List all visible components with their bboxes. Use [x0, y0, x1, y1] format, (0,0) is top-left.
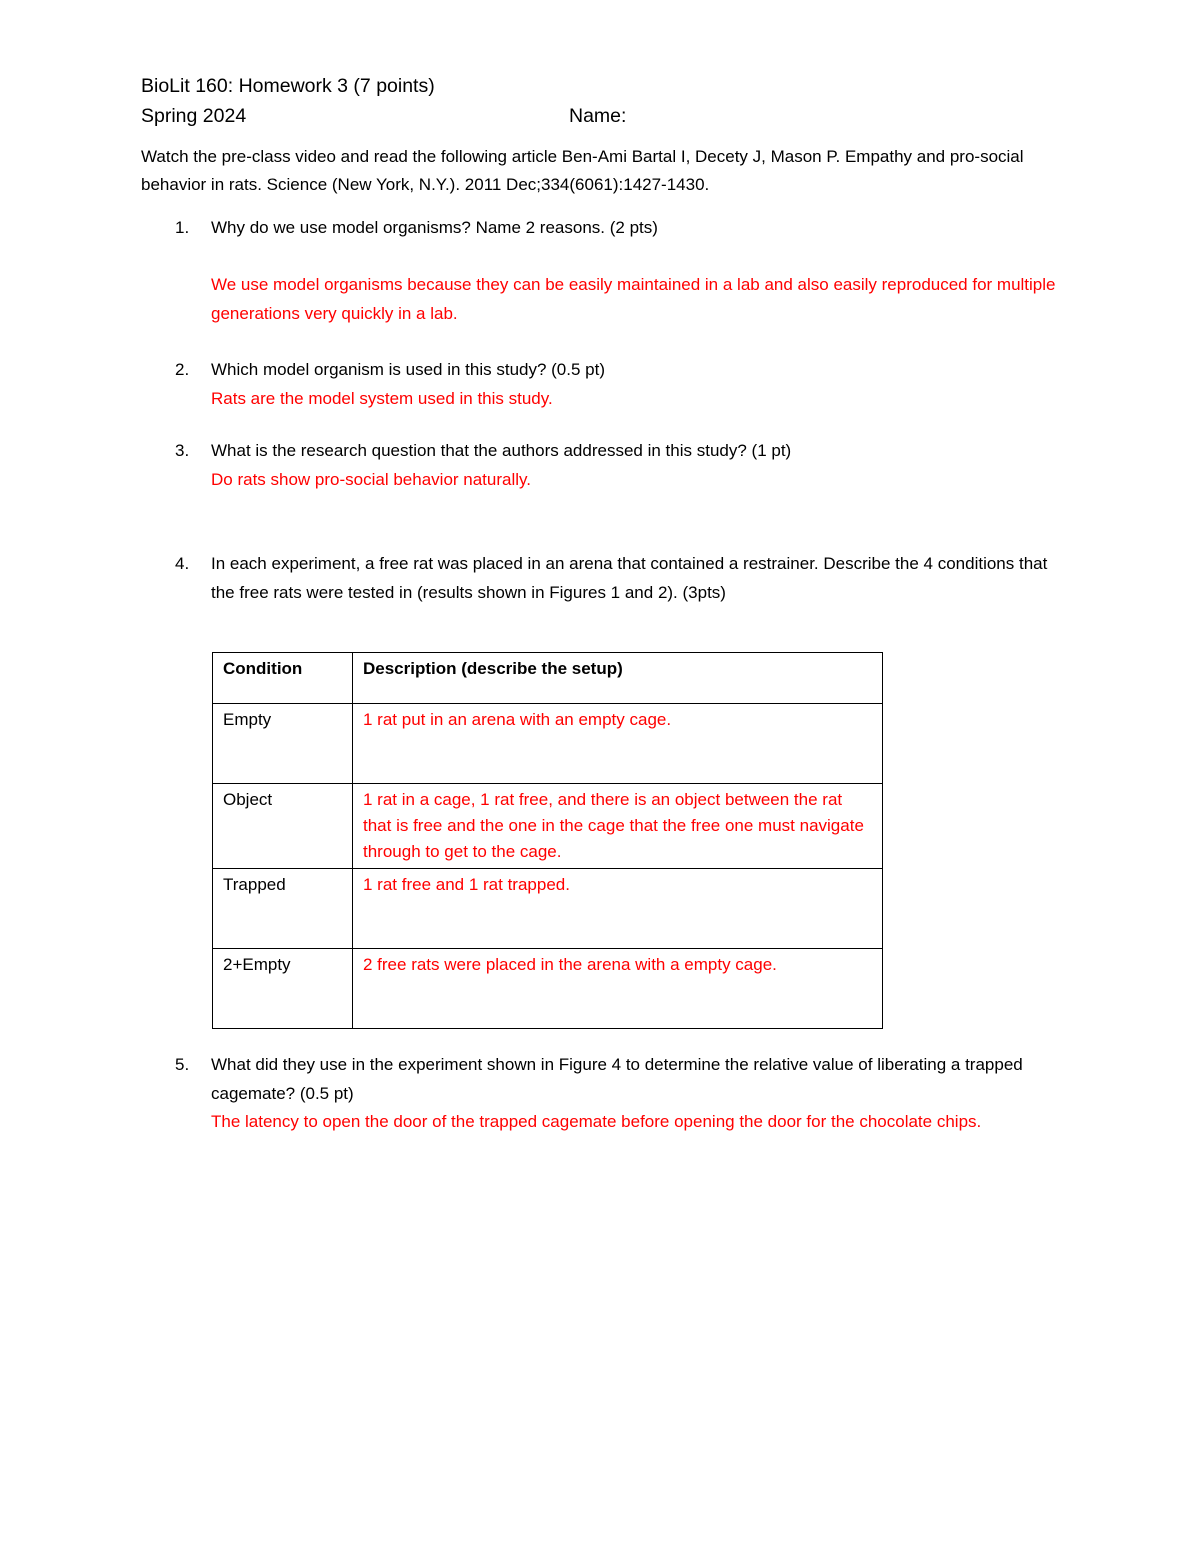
question-text: What is the research question that the authors addressed in this study? (1 pt)	[211, 441, 792, 460]
table-row	[213, 704, 883, 784]
question-5	[175, 1051, 1075, 1137]
column-header-condition: Condition	[213, 653, 353, 704]
question-3	[175, 437, 1075, 494]
table-header-row	[213, 653, 883, 704]
question-1	[175, 214, 1075, 243]
question-text: Which model organism is used in this study? (0.5 pt)	[211, 360, 606, 379]
conditions-table	[212, 652, 883, 1029]
answer-text: The latency to open the door of the trapped cagemate before opening the door for the chocolate chips.	[211, 1112, 982, 1131]
question-4	[175, 550, 1075, 607]
description-cell: 1 rat put in an arena with an empty cage.	[353, 704, 883, 784]
description-cell: 1 rat in a cage, 1 rat free, and there is an object between the rat that is free and the one in the cage that the free one must navigate through to get to the cage.	[353, 784, 883, 869]
document-title: BioLit 160: Homework 3 (7 points)	[141, 75, 435, 97]
term-label: Spring 2024	[141, 105, 247, 127]
question-number: 3.	[175, 441, 190, 460]
question-number: 4.	[175, 554, 190, 573]
condition-cell: 2+Empty	[213, 949, 353, 1029]
instructions-paragraph: Watch the pre-class video and read the following article Ben-Ami Bartal I, Decety J, Mason P. Empathy and pro-social behavior in rats. Science (New York, N.Y.). 2011 Dec;334(6061):1427-1430.	[141, 147, 1024, 194]
table-row	[213, 784, 883, 869]
answer-text: Rats are the model system used in this study.	[211, 388, 553, 408]
description-cell: 1 rat free and 1 rat trapped.	[353, 869, 883, 949]
column-header-description: Description (describe the setup)	[353, 653, 883, 704]
answer-text: We use model organisms because they can be easily maintained in a lab and also easily reproduced for multiple generations very quickly in a lab.	[211, 275, 1056, 323]
question-text: In each experiment, a free rat was placed in an arena that contained a restrainer. Describe the 4 conditions that the free rats were tested in (results shown in Figures 1 and 2). (3pts)	[211, 554, 1048, 602]
table-row	[213, 869, 883, 949]
answer-text: Do rats show pro-social behavior naturally.	[211, 469, 531, 489]
condition-cell: Trapped	[213, 869, 353, 949]
answer-1	[175, 271, 1075, 328]
table-row	[213, 949, 883, 1029]
condition-cell: Object	[213, 784, 353, 869]
question-number: 1.	[175, 218, 190, 237]
name-label: Name:	[569, 105, 627, 127]
condition-cell: Empty	[213, 704, 353, 784]
question-text: Why do we use model organisms? Name 2 reasons. (2 pts)	[211, 218, 658, 237]
question-2	[175, 356, 1075, 413]
question-text: What did they use in the experiment shown in Figure 4 to determine the relative value of liberating a trapped cagemate? (0.5 pt)	[211, 1055, 1023, 1103]
question-number: 5.	[175, 1055, 190, 1074]
description-cell: 2 free rats were placed in the arena with a empty cage.	[353, 949, 883, 1029]
question-number: 2.	[175, 360, 190, 379]
